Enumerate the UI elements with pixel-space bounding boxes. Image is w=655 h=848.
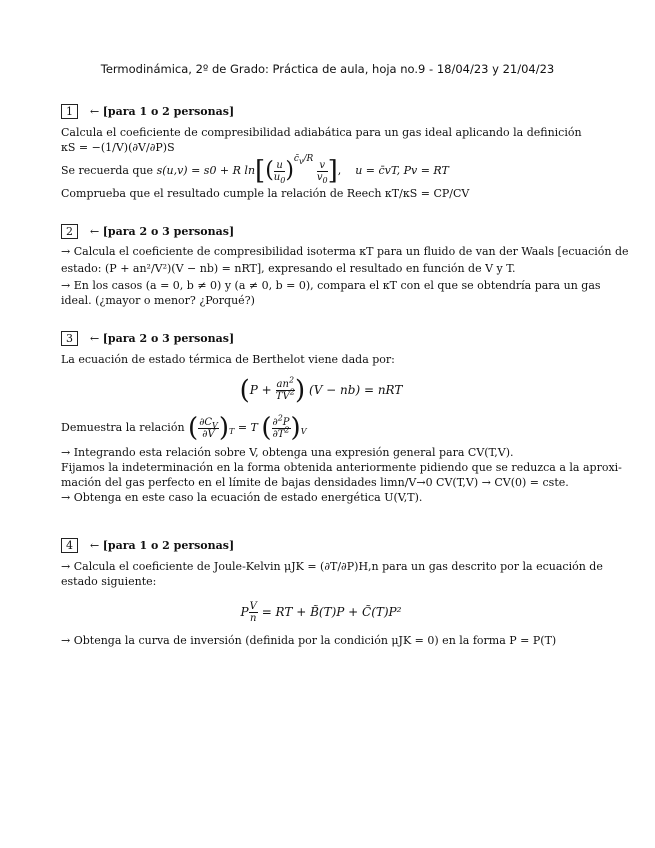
problem-3-text-5: mación del gas perfecto en el límite de bajas densidades limn/V→0 CV(T,V) → CV(0) = cste. — [61, 476, 569, 489]
entropy-relation: Se recuerda que s(u,v) = s0 + R ln[( $\frac{u}{u_0}$ )$^{c̄_v/R}$ $\frac{v}{v_0}$ ], u = c̄vT, Pv = RT — [61, 154, 449, 186]
bracket-glyph: [ — [255, 156, 266, 186]
fraction-d2p-dt2: $\frac{\partial^2P}{\partial T^2}$ — [272, 413, 290, 440]
paren-glyph: ) — [285, 158, 294, 183]
problem-4-header — [61, 538, 581, 553]
problem-number-box: 2 — [61, 224, 78, 239]
ideal-gas-relations: u = c̄vT, Pv = RT — [355, 164, 449, 177]
problem-2-text-3: → En los casos (a = 0, b ≠ 0) y (a ≠ 0, b = 0), compara el κT con el que se obtendría para un gas — [61, 279, 601, 292]
group-size-label: [para 2 o 3 personas] — [102, 332, 235, 345]
problem-4-text-3: → Obtenga la curva de inversión (definida por la condición μJK = 0) en la forma P = P(T) — [61, 634, 557, 647]
left-arrow-icon: ← — [90, 105, 100, 118]
problem-number-box: 4 — [61, 538, 78, 553]
problem-3-text-4: Fijamos la indeterminación en la forma obtenida anteriormente pidiendo que se reduzca a la aproxi- — [61, 461, 622, 474]
paren-glyph: ) — [290, 413, 301, 443]
problem-3 — [61, 331, 622, 505]
left-arrow-icon: ← — [90, 332, 100, 345]
group-size-label: [para 1 o 2 personas] — [102, 105, 235, 118]
bracket-glyph: ] — [327, 156, 338, 186]
paren-glyph: ) — [295, 375, 306, 406]
problem-1 — [61, 104, 581, 201]
berthelot-equation: (P + $\frac{an^2}{TV^2}$ ) (V − nb) = nRT — [239, 375, 403, 406]
problem-1-header — [61, 104, 581, 119]
problem-1-text: Calcula el coeficiente de compresibilidad adiabática para un gas ideal aplicando la definición — [61, 126, 582, 139]
state-equation-rhs: = RT + B̃(T)P + C̃(T)P² — [261, 605, 402, 619]
problem-2-text-4: ideal. (¿mayor o menor? ¿Porqué?) — [61, 294, 255, 307]
page-title: Termodinámica, 2º de Grado: Práctica de aula, hoja no.9 - 18/04/23 y 21/04/23 — [100, 62, 555, 76]
fraction-dcv-dv: $\frac{\partial C_V}{\partial V}$ — [199, 416, 218, 440]
paren-glyph: ) — [218, 413, 229, 443]
group-size-label: [para 2 o 3 personas] — [102, 225, 235, 238]
reech-relation: Comprueba que el resultado cumple la relación de Reech κT/κS = CP/CV — [61, 187, 470, 200]
problem-2-header — [61, 224, 581, 239]
fraction-u-u0: $\frac{u}{u_0}$ — [273, 159, 286, 185]
fraction-an2-tv2: $\frac{an^2}{TV^2}$ — [275, 375, 295, 402]
compressibility-definition: κS = −(1/V)(∂V/∂P)S — [61, 141, 175, 154]
problem-2-text-2: estado: (P + an²/V²)(V − nb) = nRT], expresando el resultado en función de V y T. — [61, 262, 516, 275]
entropy-formula: s(u,v) = s0 + R ln — [156, 164, 256, 177]
problem-4 — [61, 538, 603, 648]
paren-glyph: ( — [239, 375, 250, 406]
fraction-v-n: $\frac{V}{n}$ — [249, 601, 257, 624]
paren-glyph: ( — [188, 413, 199, 443]
problem-3-text-6: → Obtenga en este caso la ecuación de estado energética U(V,T). — [61, 491, 423, 504]
problem-3-header — [61, 331, 581, 346]
berthelot-rhs: (V − nb) = nRT — [309, 383, 403, 397]
problem-2 — [61, 224, 629, 308]
problem-4-text-1: → Calcula el coeficiente de Joule-Kelvin μJK = (∂T/∂P)H,n para un gas descrito por la ecuación de — [61, 560, 603, 573]
group-size-label: [para 1 o 2 personas] — [102, 539, 235, 552]
paren-glyph: ( — [261, 413, 272, 443]
paren-glyph: ( — [265, 158, 274, 183]
cv-relation: Demuestra la relación ( $\frac{\partial C_V}{\partial V}$ )$_T = T$ ( $\frac{\partial^2P}{\partial T^2}$ )$_V$ — [61, 413, 307, 443]
problem-3-text-3: → Integrando esta relación sobre V, obtenga una expresión general para CV(T,V). — [61, 446, 514, 459]
state-equation: P $\frac{V}{n}$ = RT + B̃(T)P + C̃(T)P² — [240, 601, 402, 624]
entropy-intro: Se recuerda que — [61, 164, 154, 177]
problem-2-text-1: → Calcula el coeficiente de compresibilidad isoterma κT para un fluido de van der Waals [ecuación de — [61, 245, 629, 258]
left-arrow-icon: ← — [90, 225, 100, 238]
problem-3-text-1: La ecuación de estado térmica de Berthelot viene dada por: — [61, 353, 395, 366]
problem-number-box: 1 — [61, 104, 78, 119]
fraction-v-v0: $\frac{v}{v_0}$ — [316, 159, 328, 185]
left-arrow-icon: ← — [90, 539, 100, 552]
problem-4-text-2: estado siguiente: — [61, 575, 157, 588]
problem-number-box: 3 — [61, 331, 78, 346]
cv-relation-intro: Demuestra la relación — [61, 421, 185, 434]
